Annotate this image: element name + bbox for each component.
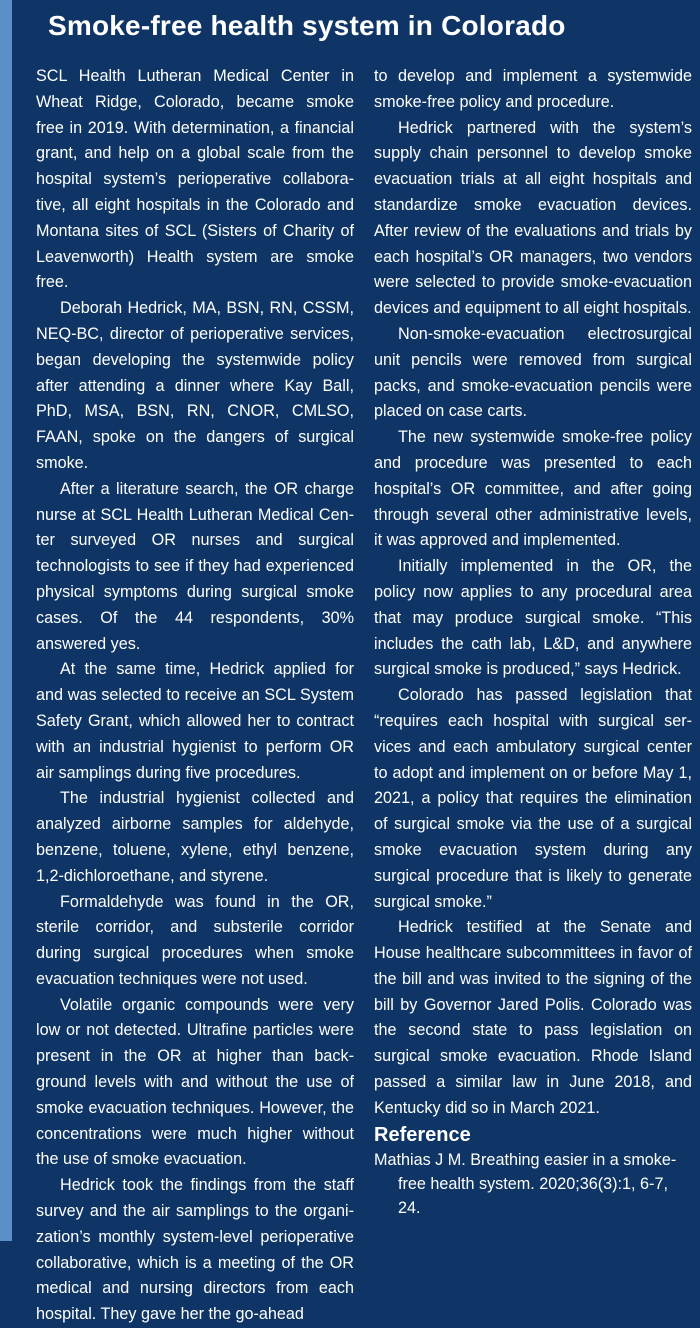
- paragraph: Non-smoke-evacuation electrosurgical unit pencils were removed from surgical packs, and smoke-evacuation pencils were placed on case carts.: [374, 324, 692, 421]
- paragraph: Volatile organic compounds were very low or not detected. Ultrafine particles were present in the OR at higher than background levels with and without the use of smoke evacuation techniques. However, the concentrations were much higher without the use of smoke evacuation.: [36, 995, 354, 1169]
- right-column: [374, 64, 692, 1220]
- paragraph: At the same time, Hedrick applied for and was selected to receive an SCL System Safety Grant, which allowed her to contract with an industrial hygienist to perform OR air samplings during five procedures.: [36, 660, 354, 782]
- paragraph: Hedrick testified at the Senate and House healthcare subcommittees in favor of the bill and was invited to the signing of the bill by Governor Jared Polis. Colorado was the second state to pass legislation on surgical smoke evacuation. Rhode Island passed a similar law in June 2018, and Kentucky did so in March 2021.: [374, 918, 692, 1117]
- article-title: Smoke-free health system in Colorado: [48, 10, 566, 41]
- paragraph: Hedrick took the findings from the staff survey and the air samplings to the organization’s monthly system-level perioperative collaborative, which is a meeting of the OR medical and nursing directors from each hospital. They gave her the go-ahead: [36, 1176, 354, 1324]
- paragraph: SCL Health Lutheran Medical Center in Wheat Ridge, Colorado, became smoke free in 2019. With determination, a financial grant, and help on a global scale from the hospital system’s perioperative collaborative, all eight hospitals in the Colorado and Montana sites of SCL (Sisters of Charity of Leavenworth) Health system are smoke free.: [36, 67, 354, 292]
- paragraph: Colorado has passed legislation that “requires each hospital with surgical services and each ambulatory surgical center to adopt and implement on or before May 1, 2021, a policy that requires the elimination of surgical smoke via the use of a surgical smoke evacuation system during any surgical procedure that is likely to generate surgical smoke.”: [374, 686, 692, 911]
- paragraph: The new systemwide smoke-free policy and procedure was presented to each hospital’s OR committee, and after going through several other administrative levels, it was approved and implemented.: [374, 428, 692, 550]
- paragraph: Hedrick partnered with the system’s supply chain personnel to develop smoke evacuation trials at all eight hospitals and standardize smoke evacuation devices. After review of the evaluations and trials by each hospital’s OR managers, two vendors were selected to provide smoke-evacuation devices and equipment to all eight hospitals.: [374, 118, 692, 318]
- paragraph: Formaldehyde was found in the OR, sterile corridor, and substerile corridor during surgical procedures when smoke evacuation techniques were not used.: [36, 892, 354, 988]
- paragraph: to develop and implement a systemwide smoke-free policy and procedure.: [374, 67, 692, 111]
- paragraph: Deborah Hedrick, MA, BSN, RN, CSSM, NEQ-BC, director of perioperative services, began developing the systemwide policy after attending a dinner where Kay Ball, PhD, MSA, BSN, RN, CNOR, CMLSO, FAAN, spoke on the dangers of surgical smoke.: [36, 299, 354, 472]
- reference-citation: Mathias J M. Breathing easier in a smoke-free health system. 2020;36(3):1, 6-7, 24.: [374, 1150, 677, 1217]
- paragraph: Initially implemented in the OR, the policy now applies to any procedural area that may produce surgical smoke. “This includes the cath lab, L&D, and anywhere surgical smoke is produced,” says Hedrick.: [374, 557, 692, 679]
- paragraph: The industrial hygienist collected and analyzed airborne samples for aldehyde, benzene, toluene, xylene, ethyl benzene, 1,2-dichloroethane, and styrene.: [36, 789, 354, 885]
- paragraph: After a literature search, the OR charge nurse at SCL Health Lutheran Medical Center surveyed OR nurses and surgical technologists to see if they had experienced physical symptoms during surgical smoke cases. Of the 44 respondents, 30% answered yes.: [36, 479, 354, 653]
- left-column: [36, 64, 354, 1328]
- reference-heading: Reference: [374, 1123, 471, 1146]
